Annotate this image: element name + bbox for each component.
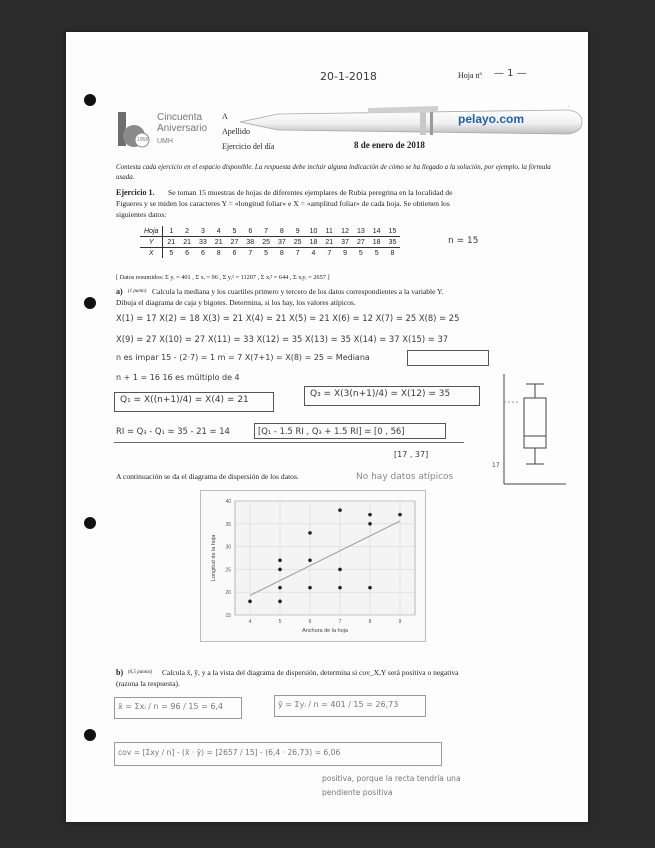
handwritten-no-outliers: No hay datos atípicos: [356, 472, 454, 482]
table-x-cell: 5: [264, 249, 269, 257]
form-field-name: A: [222, 112, 228, 121]
table-hoja-cell: 5: [227, 226, 243, 237]
table-y-cell: 21: [163, 237, 179, 248]
handwritten-multiple: n + 1 = 16 16 es múltiplo de 4: [116, 373, 240, 382]
pen-image: [238, 100, 584, 142]
form-field-day: Ejercicio del día: [222, 142, 275, 151]
handwritten-conclusion-1: positiva, porque la recta tendría una: [322, 774, 461, 783]
exercise-statement-line1: Se toman 15 muestras de hojas de diferentes ejemplares de Rubia peregrina en la localidad de: [168, 188, 453, 197]
table-x-label: X: [140, 248, 163, 259]
data-point: [278, 586, 282, 590]
x-tick-label: 7: [338, 619, 342, 625]
logo-line1: Cincuenta: [157, 112, 203, 123]
y-tick-label: 35: [225, 521, 231, 528]
data-point: [338, 586, 342, 590]
part-b-text-line2: (razona la respuesta).: [116, 679, 180, 688]
table-x-cell: 7: [327, 249, 332, 257]
data-point: [338, 568, 342, 572]
table-x-cell: 5: [358, 249, 363, 257]
x-tick-label: 6: [308, 619, 312, 625]
y-tick-label: 30: [225, 544, 231, 551]
table-hoja-cell: 1: [163, 226, 179, 237]
university-logo: [116, 110, 152, 150]
handwritten-interval: [Q₁ - 1.5 RI , Q₃ + 1.5 RI] = [0 , 56]: [258, 426, 405, 436]
table-hoja-cell: 12: [337, 226, 353, 237]
x-axis-label: Anchura de la hoja: [302, 628, 348, 634]
logo-line2: Aniversario: [157, 123, 208, 134]
table-y-cell: 25: [290, 237, 306, 248]
scatter-svg: [201, 491, 425, 641]
table-x-cell: 8: [390, 249, 395, 257]
part-b-text-line1: Calcula x̄, ȳ, y a la vista del diagrama de dispersión, determina si cov_X,Y será positiva o negativa: [162, 668, 459, 677]
punch-hole: [84, 94, 96, 106]
punch-hole: [84, 729, 96, 741]
table-y-cell: 27: [227, 237, 243, 248]
y-axis-label: Longitud de la hoja: [211, 534, 217, 582]
exercise-statement-line2: Figueres y se miden los caracteres Y = «longitud foliar» e X = «amplitud foliar» de cada hoja. Se obtienen los: [116, 199, 450, 208]
table-hoja-cell: 11: [321, 226, 337, 237]
table-x-cell: 5: [169, 249, 174, 257]
box-plot-sketch: [492, 372, 568, 488]
data-point: [278, 600, 282, 604]
handwritten-conclusion-2: pendiente positiva: [322, 788, 393, 797]
data-point: [308, 531, 312, 535]
data-point: [248, 600, 252, 604]
x-tick-label: 8: [368, 619, 372, 625]
table-x-cell: 7: [248, 249, 253, 257]
exercise-title: Ejercicio 1.: [116, 188, 155, 197]
handwritten-interval-2: [17 , 37]: [394, 450, 429, 459]
table-x-cell: 4: [311, 249, 316, 257]
table-hoja-cell: 3: [195, 226, 211, 237]
handwritten-order-stats-1: X(1) = 17 X(2) = 18 X(3) = 21 X(4) = 21 X(5) = 21 X(6) = 12 X(7) = 25 X(8) = 25: [116, 313, 460, 323]
table-hoja-cell: 15: [385, 226, 401, 237]
table-x-cell: 7: [295, 249, 300, 257]
data-point: [368, 513, 372, 517]
y-tick-label: 15: [225, 613, 231, 619]
table-header-label: Hoja: [140, 226, 163, 237]
median-box: [407, 350, 489, 366]
data-point: [338, 508, 342, 512]
table-y-cell: 38: [242, 237, 258, 248]
part-a-label: a): [116, 287, 123, 296]
y-tick-label: 20: [225, 590, 231, 597]
handwritten-order-stats-2: X(9) = 27 X(10) = 27 X(11) = 33 X(12) = 35 X(13) = 35 X(14) = 37 X(15) = 37: [116, 334, 449, 344]
part-a-points: (1 punto): [128, 289, 147, 294]
part-a-text-line2: Dibuja el diagrama de caja y bigotes. Determina, si los hay, los valores atípicos.: [116, 298, 356, 307]
handwritten-median: n es impar 15 - (2·7) = 1 m = 7 X(7+1) = X(8) = 25 = Mediana: [116, 353, 370, 362]
data-table: [140, 226, 400, 258]
table-hoja-cell: 4: [211, 226, 227, 237]
table-hoja-cell: 2: [179, 226, 195, 237]
data-point: [308, 558, 312, 562]
table-hoja-cell: 10: [306, 226, 322, 237]
y-tick-label: 25: [225, 567, 231, 574]
sheet-label: Hoja nº: [458, 71, 483, 80]
table-x-cell: 9: [343, 249, 348, 257]
table-y-cell: 37: [337, 237, 353, 248]
handwritten-ybar: ȳ = Σyᵢ / n = 401 / 15 = 26,73: [278, 700, 399, 709]
x-tick-label: 9: [398, 619, 402, 625]
instructions: Contesta cada ejercicio en el espacio disponible. La respuesta debe incluir alguna indicación de cómo se ha llegado a la solución, por ejemplo, la fórmula usada.: [116, 163, 551, 181]
table-hoja-cell: 7: [258, 226, 274, 237]
data-point: [368, 586, 372, 590]
table-hoja-cell: 9: [290, 226, 306, 237]
table-y-cell: 21: [211, 237, 227, 248]
table-y-cell: 18: [369, 237, 385, 248]
handwritten-underline: [114, 442, 464, 443]
data-point: [278, 558, 282, 562]
punch-hole: [84, 517, 96, 529]
x-tick-label: 5: [278, 619, 282, 625]
punch-hole: [84, 297, 96, 309]
x-tick-label: 4: [248, 619, 252, 625]
table-y-cell: 18: [306, 237, 322, 248]
form-field-surname: Apellido: [222, 127, 250, 136]
table-x-cell: 6: [185, 249, 190, 257]
scatter-chart: [200, 490, 426, 642]
part-a-text-line1: Calcula la mediana y los cuartiles primero y tercero de los datos correspondientes a la variable Y.: [152, 287, 444, 296]
university-name: UMH: [157, 138, 173, 145]
data-summary: [ Datos resumidos: Σ yᵢ = 401 , Σ xᵢ = 96 , Σ yᵢ² = 11207 , Σ xᵢ² = 644 , Σ xᵢyᵢ = 2657 ]: [116, 274, 330, 281]
exercise-statement-line3: siguientes datos:: [116, 210, 167, 219]
handwritten-cov: cov = [Σxy / n] - (x̄ · ȳ) = [2657 / 15] - (6,4 · 26,73) = 6,06: [118, 748, 341, 757]
table-x-cell: 8: [216, 249, 221, 257]
table-y-cell: 33: [195, 237, 211, 248]
table-x-cell: 5: [374, 249, 379, 257]
table-y-cell: 25: [258, 237, 274, 248]
table-y-cell: 21: [179, 237, 195, 248]
table-hoja-cell: 8: [274, 226, 290, 237]
data-point: [398, 513, 402, 517]
part-b-label: b): [116, 668, 124, 677]
data-point: [368, 522, 372, 526]
exam-page: [66, 32, 588, 822]
data-point: [278, 568, 282, 572]
table-y-label: Y: [140, 237, 163, 248]
table-hoja-cell: 14: [369, 226, 385, 237]
scatter-intro: A continuación se da el diagrama de dispersión de los datos.: [116, 472, 299, 481]
exam-date: 8 de enero de 2018: [354, 140, 425, 150]
handwritten-xbar: x̄ = Σxᵢ / n = 96 / 15 = 6,4: [118, 702, 224, 711]
part-b-points: (0,5 puntos): [128, 670, 153, 675]
table-y-cell: 35: [385, 237, 401, 248]
table-y-cell: 21: [321, 237, 337, 248]
table-x-cell: 8: [279, 249, 284, 257]
table-hoja-cell: 13: [353, 226, 369, 237]
y-tick-label: 40: [225, 499, 231, 505]
handwritten-date: 20-1-2018: [320, 70, 377, 83]
logo-badge: 1968: [137, 137, 149, 143]
handwritten-n: n = 15: [448, 236, 479, 246]
handwritten-q3: Q₃ = X(3(n+1)/4) = X(12) = 35: [310, 389, 451, 399]
data-point: [308, 586, 312, 590]
handwritten-q1: Q₁ = X((n+1)/4) = X(4) = 21: [120, 395, 249, 405]
table-x-cell: 6: [200, 249, 205, 257]
table-x-cell: 6: [232, 249, 237, 257]
handwritten-iqr: RI = Q₃ - Q₁ = 35 - 21 = 14: [116, 426, 230, 436]
table-y-cell: 37: [274, 237, 290, 248]
pen-brand-text: pelayo.com: [458, 112, 525, 126]
box-plot-label: 17: [492, 462, 500, 469]
table-hoja-cell: 6: [242, 226, 258, 237]
sheet-number: — 1 —: [494, 68, 527, 79]
table-y-cell: 27: [353, 237, 369, 248]
